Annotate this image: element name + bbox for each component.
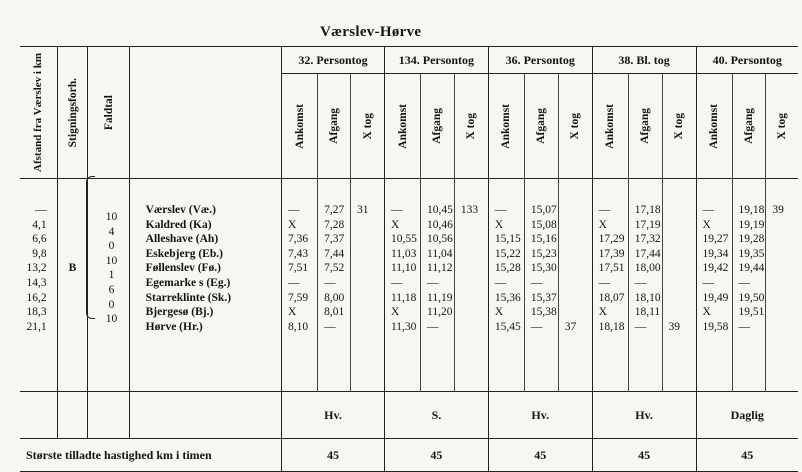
station-column (129, 179, 281, 392)
cell-value: Kaldred (Ka) (145, 218, 212, 231)
cell-value (565, 291, 592, 306)
cell-value (772, 247, 798, 262)
train-name-32: 32. Persontog (282, 47, 385, 74)
speed-134: 45 (384, 439, 488, 472)
cell-value: 11,20 (427, 306, 453, 319)
cell-value: Værslev (Væ.) (145, 204, 216, 216)
speed-label: Største tilladte hastighed km i timen (20, 439, 282, 472)
xtog-40 (766, 203, 798, 334)
departure-header: Afgang (535, 108, 548, 144)
cell-value: 10,55 (390, 233, 417, 246)
cell-value: Alleshave (Ah) (145, 233, 219, 246)
arrival-times-38 (593, 203, 628, 334)
faldtal-header: Faldtal (102, 94, 115, 131)
cell-value (357, 261, 384, 276)
cell-value: Egemarke s (Eg.) (145, 276, 231, 289)
cell-value: 19,19 (738, 218, 765, 231)
cell-value: — (738, 320, 751, 333)
cell-value: 7,37 (324, 233, 345, 246)
cell-value: 18,11 (634, 306, 661, 319)
cell-value: 8,01 (324, 306, 345, 319)
cell-value: 10 (105, 254, 118, 267)
gradient-header: Stigningsforh. (66, 77, 79, 148)
cell-value: 18,07 (598, 291, 625, 304)
speed-40: 45 (696, 439, 798, 472)
days-row (20, 392, 798, 439)
train-header-row (20, 47, 798, 74)
cell-value: 10,45 (427, 204, 453, 216)
arrival-times-40 (697, 203, 732, 334)
timetable (20, 46, 798, 472)
cell-value: Hørve (Hr.) (145, 320, 203, 333)
train-name-40: 40. Persontog (696, 47, 798, 74)
cell-value: 19,51 (738, 306, 765, 319)
xtog-header: X tog (569, 112, 582, 140)
cell-value: 6,6 (32, 233, 47, 246)
cell-value (461, 320, 488, 335)
cell-value (772, 261, 798, 276)
cell-value: 19,28 (738, 233, 765, 246)
cell-value: 10,56 (427, 233, 453, 246)
cell-value: 17,29 (598, 233, 625, 246)
cell-value: 18,3 (26, 306, 47, 319)
xtog-header: X tog (465, 112, 478, 140)
cell-value: 15,30 (530, 262, 557, 275)
cell-value (772, 276, 798, 291)
cell-value (772, 305, 798, 320)
xtog-header: X tog (361, 112, 374, 140)
cell-value (772, 291, 798, 306)
cell-value: — (390, 276, 403, 289)
cell-value: 10 (105, 211, 118, 223)
cell-value: — (530, 320, 543, 333)
cell-value (669, 261, 696, 276)
cell-value (772, 232, 798, 247)
cell-value: X (494, 306, 504, 319)
xtog-36 (559, 203, 592, 334)
cell-value: Bjergesø (Bj.) (145, 306, 214, 319)
cell-value (461, 291, 488, 306)
xtog-header: X tog (776, 112, 789, 140)
cell-value (669, 247, 696, 262)
cell-value: 11,30 (390, 320, 417, 333)
cell-value: 17,51 (598, 262, 625, 275)
arrival-header: Ankomst (396, 103, 409, 149)
cell-value: — (598, 276, 611, 289)
xtog-32 (351, 203, 384, 334)
gradient-value: B (68, 262, 77, 274)
cell-value: Starreklinte (Sk.) (145, 291, 232, 304)
cell-value (461, 247, 488, 262)
speed-32: 45 (282, 439, 385, 472)
cell-value: X (702, 218, 711, 231)
cell-value: 14,3 (26, 276, 47, 289)
cell-value: 18,00 (634, 262, 661, 275)
cell-value: — (598, 204, 611, 216)
cell-value (565, 218, 592, 233)
cell-value: 19,50 (738, 291, 765, 304)
cell-value: 7,36 (288, 233, 309, 246)
cell-value: 15,23 (530, 247, 557, 260)
cell-value (461, 218, 488, 233)
days-134: S. (384, 392, 488, 439)
cell-value: X (390, 218, 400, 231)
gradient-bracket (86, 176, 95, 319)
cell-value (461, 261, 488, 276)
cell-value: 31 (357, 204, 369, 216)
cell-value (357, 320, 384, 335)
cell-value: 17,19 (634, 218, 661, 231)
cell-value: 19,18 (738, 204, 765, 216)
cell-value (565, 276, 592, 291)
arrival-times-134 (385, 203, 420, 334)
arrival-header: Ankomst (604, 103, 617, 149)
cell-value: 8,00 (324, 291, 345, 304)
cell-value: 10 (105, 313, 118, 326)
cell-value: 7,28 (324, 218, 345, 231)
cell-value (461, 305, 488, 320)
cell-value: 6 (108, 283, 115, 296)
cell-value: 11,04 (427, 247, 453, 260)
cell-value: 37 (564, 320, 577, 333)
cell-value: 18,10 (634, 291, 661, 304)
cell-value: X (598, 218, 607, 231)
cell-value: 7,59 (288, 291, 309, 304)
cell-value: 7,51 (288, 262, 309, 275)
cell-value (565, 261, 592, 276)
cell-value: 1 (108, 269, 115, 282)
cell-value: — (390, 204, 403, 216)
cell-value (669, 203, 696, 218)
cell-value: — (288, 276, 300, 289)
cell-value: 17,39 (598, 247, 625, 260)
xtog-134 (455, 203, 488, 334)
cell-value: 19,34 (702, 247, 729, 260)
cell-value (565, 247, 592, 262)
cell-value: — (494, 204, 507, 216)
cell-value: — (427, 276, 439, 289)
distance-header: Afstand fra Værslev i km (32, 53, 45, 172)
cell-value: 15,37 (530, 291, 557, 304)
cell-value: 4 (108, 225, 115, 238)
cell-value: — (288, 204, 300, 216)
cell-value: 18,18 (598, 320, 625, 333)
departure-header: Afgang (639, 108, 652, 144)
distance-list (20, 203, 57, 334)
departure-times-38 (629, 203, 662, 334)
cell-value: 0 (108, 298, 115, 311)
cell-value: 39 (772, 204, 784, 216)
cell-value: 39 (668, 320, 681, 333)
cell-value: — (530, 276, 543, 289)
cell-value: 15,16 (530, 233, 557, 246)
cell-value: X (288, 218, 297, 231)
cell-value: 17,32 (634, 233, 661, 246)
cell-value: 19,35 (738, 247, 765, 260)
cell-value: 15,08 (530, 218, 557, 231)
cell-value: X (390, 306, 400, 319)
cell-value: — (324, 320, 336, 333)
arrival-times-32 (282, 203, 317, 334)
cell-value: 7,52 (324, 262, 345, 275)
cell-value: 9,8 (32, 247, 47, 260)
page-title: Værslev-Hørve (320, 24, 422, 40)
cell-value: 15,28 (494, 262, 521, 275)
speed-38: 45 (592, 439, 696, 472)
departure-times-32 (318, 203, 350, 334)
departure-times-36 (525, 203, 558, 334)
xtog-38 (663, 203, 696, 334)
cell-value: 15,36 (494, 291, 521, 304)
cell-value: 19,44 (738, 262, 765, 275)
departure-times-40 (733, 203, 766, 334)
cell-value (461, 276, 488, 291)
cell-value: Føllenslev (Fø.) (145, 262, 222, 275)
cell-value: 0 (108, 240, 115, 253)
train-name-36: 36. Persontog (488, 47, 592, 74)
cell-value: 15,45 (494, 320, 521, 333)
cell-value: 7,43 (288, 247, 309, 260)
cell-value: Eskebjerg (Eb.) (145, 247, 223, 260)
cell-value: 17,18 (634, 204, 661, 216)
station-header (129, 47, 281, 179)
arrival-header: Ankomst (708, 103, 721, 149)
cell-value (565, 203, 592, 218)
cell-value: 4,1 (32, 218, 47, 231)
cell-value (461, 232, 488, 247)
cell-value: 11,10 (390, 262, 417, 275)
cell-value: 19,58 (702, 320, 729, 333)
cell-value: 19,49 (702, 291, 729, 304)
departure-header: Afgang (742, 108, 755, 144)
cell-value (669, 232, 696, 247)
cell-value (669, 218, 696, 233)
arrival-header: Ankomst (500, 103, 513, 149)
cell-value: 15,15 (494, 233, 521, 246)
cell-value: 19,27 (702, 233, 729, 246)
schedule-body (20, 179, 798, 392)
cell-value: 15,07 (530, 204, 557, 216)
cell-value: 19,42 (702, 262, 729, 275)
cell-value: 13,2 (26, 262, 47, 275)
cell-value: 11,03 (390, 247, 417, 260)
cell-value (772, 218, 798, 233)
days-32: Hv. (282, 392, 385, 439)
departure-header: Afgang (328, 108, 341, 144)
train-name-134: 134. Persontog (384, 47, 488, 74)
cell-value (357, 218, 384, 233)
cell-value: — (427, 320, 439, 333)
cell-value: 8,10 (288, 320, 309, 333)
gradient-column (57, 179, 88, 392)
xtog-header: X tog (673, 112, 686, 140)
cell-value: 15,38 (530, 306, 557, 319)
cell-value: X (598, 306, 607, 319)
cell-value: 21,1 (26, 320, 47, 333)
days-40: Daglig (696, 392, 798, 439)
cell-value: — (35, 204, 47, 216)
cell-value: 15,22 (494, 247, 521, 260)
cell-value: — (702, 204, 715, 216)
cell-value: 133 (460, 204, 479, 216)
cell-value (669, 276, 696, 291)
cell-value (669, 291, 696, 306)
cell-value (357, 276, 384, 291)
speed-row (20, 439, 798, 472)
cell-value: X (702, 306, 711, 319)
distance-column (20, 179, 57, 392)
cell-value: — (494, 276, 507, 289)
cell-value (357, 247, 384, 262)
cell-value: — (738, 276, 751, 289)
cell-value (357, 291, 384, 306)
cell-value: 11,12 (427, 262, 453, 275)
cell-value (565, 305, 592, 320)
cell-value (357, 232, 384, 247)
cell-value: — (324, 276, 336, 289)
cell-value: 16,2 (26, 291, 47, 304)
train-name-38: 38. Bl. tog (592, 47, 696, 74)
cell-value: 10,46 (427, 218, 453, 231)
cell-value: X (494, 218, 504, 231)
arrival-times-36 (489, 203, 524, 334)
cell-value (669, 305, 696, 320)
cell-value: 7,27 (324, 204, 345, 216)
station-list (130, 203, 281, 334)
cell-value: 11,18 (390, 291, 417, 304)
cell-value: 17,44 (634, 247, 661, 260)
cell-value: — (634, 320, 647, 333)
speed-36: 45 (488, 439, 592, 472)
days-38: Hv. (592, 392, 696, 439)
cell-value: — (702, 276, 715, 289)
cell-value (357, 305, 384, 320)
cell-value: X (288, 306, 297, 319)
cell-value (565, 232, 592, 247)
departure-header: Afgang (431, 108, 444, 144)
cell-value: 7,44 (324, 247, 345, 260)
days-36: Hv. (488, 392, 592, 439)
cell-value (772, 320, 798, 335)
arrival-header: Ankomst (293, 103, 306, 149)
cell-value: 11,19 (427, 291, 453, 304)
cell-value: — (634, 276, 647, 289)
departure-times-134 (421, 203, 454, 334)
